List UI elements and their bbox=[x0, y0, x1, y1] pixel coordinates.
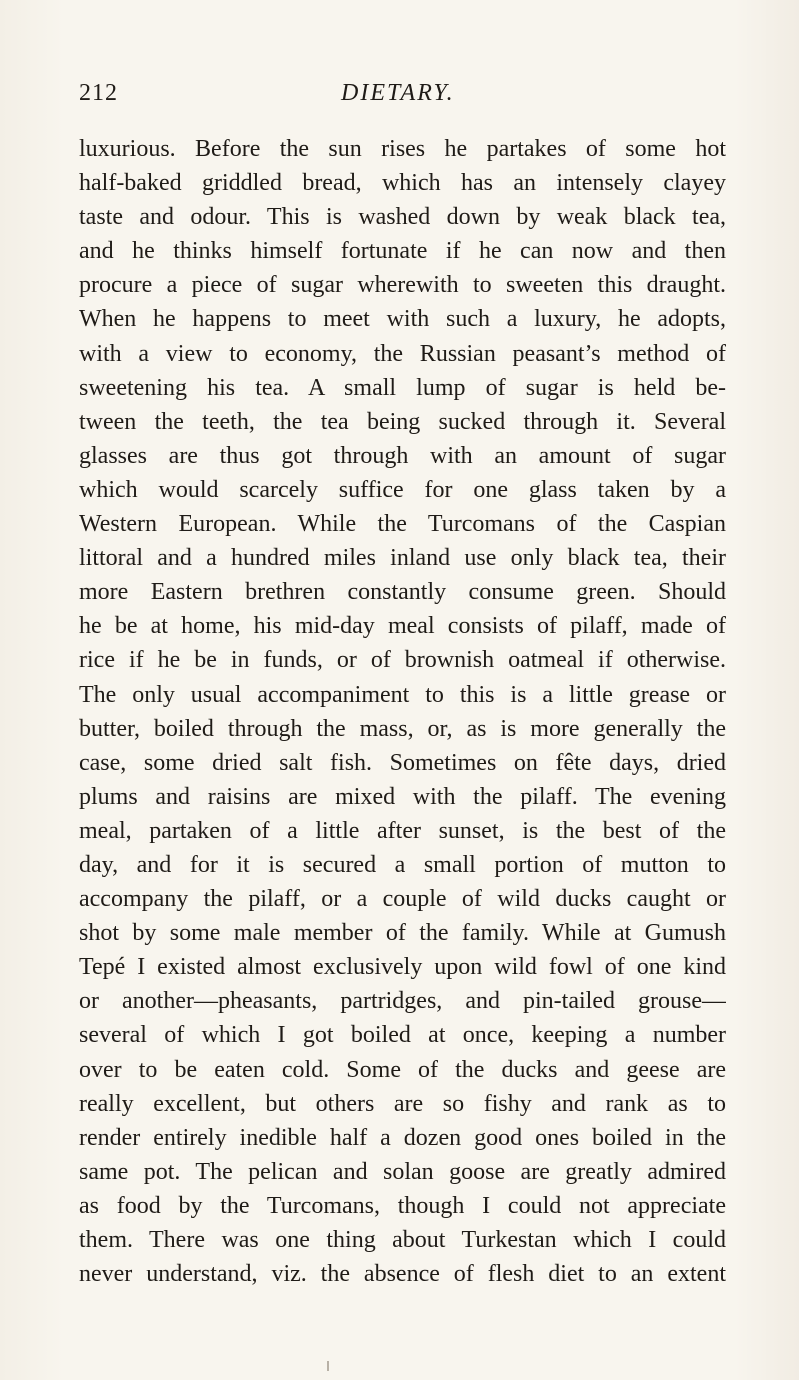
text-line: Tepé I existed almost exclusively upon wild fowl of one kind bbox=[79, 954, 726, 981]
text-line: meal, partaken of a little after sunset, is the best of the bbox=[79, 817, 726, 844]
text-line: or another—pheasants, partridges, and pin-tailed grouse— bbox=[79, 988, 726, 1015]
text-line: over to be eaten cold. Some of the ducks and geese are bbox=[79, 1056, 726, 1083]
text-line: half-baked griddled bread, which has an intensely clayey bbox=[79, 170, 726, 197]
text-line: never understand, viz. the absence of flesh diet to an extent bbox=[79, 1261, 726, 1288]
text-line: more Eastern brethren constantly consume green. Should bbox=[79, 579, 726, 606]
body-paragraph bbox=[79, 132, 726, 1291]
text-line: rice if he be in funds, or of brownish oatmeal if otherwise. bbox=[79, 647, 726, 674]
text-line: glasses are thus got through with an amount of sugar bbox=[79, 442, 726, 469]
running-title: DIETARY. bbox=[341, 80, 455, 106]
text-line: shot by some male member of the family. While at Gumush bbox=[79, 920, 726, 947]
text-line: sweetening his tea. A small lump of sugar is held be- bbox=[79, 374, 726, 401]
text-line: Western European. While the Turcomans of the Caspian bbox=[79, 511, 726, 538]
text-line: When he happens to meet with such a luxury, he adopts, bbox=[79, 306, 726, 333]
text-line: luxurious. Before the sun rises he partakes of some hot bbox=[79, 136, 726, 162]
text-line: them. There was one thing about Turkestan which I could bbox=[79, 1227, 726, 1253]
text-line: procure a piece of sugar wherewith to sweeten this draught. bbox=[79, 272, 726, 299]
text-line: accompany the pilaff, or a couple of wild ducks caught or bbox=[79, 886, 726, 913]
text-line: day, and for it is secured a small portion of mutton to bbox=[79, 851, 726, 878]
text-line: several of which I got boiled at once, keeping a number bbox=[79, 1022, 726, 1049]
text-line: render entirely inedible half a dozen good ones boiled in the bbox=[79, 1124, 726, 1151]
text-line: taste and odour. This is washed down by weak black tea, bbox=[79, 204, 726, 231]
text-line: littoral and a hundred miles inland use only black tea, their bbox=[79, 545, 726, 572]
text-line: with a view to economy, the Russian peasant’s method of bbox=[79, 340, 726, 367]
text-line: tween the teeth, the tea being sucked through it. Several bbox=[79, 408, 726, 435]
text-line: case, some dried salt fish. Sometimes on fête days, dried bbox=[79, 749, 726, 776]
text-line: same pot. The pelican and solan goose are greatly admired bbox=[79, 1158, 726, 1185]
binding-mark bbox=[327, 1361, 329, 1371]
text-line: butter, boiled through the mass, or, as is more generally the bbox=[79, 715, 726, 742]
text-line: as food by the Turcomans, though I could not appreciate bbox=[79, 1192, 726, 1219]
text-line: he be at home, his mid-day meal consists of pilaff, made of bbox=[79, 613, 726, 640]
text-line: plums and raisins are mixed with the pilaff. The evening bbox=[79, 783, 726, 810]
page-number: 212 bbox=[79, 80, 118, 106]
text-line: which would scarcely suffice for one glass taken by a bbox=[79, 476, 726, 503]
text-line: and he thinks himself fortunate if he can now and then bbox=[79, 238, 726, 265]
text-line: The only usual accompaniment to this is a little grease or bbox=[79, 681, 726, 708]
text-line: really excellent, but others are so fishy and rank as to bbox=[79, 1090, 726, 1117]
page-header bbox=[79, 80, 734, 116]
